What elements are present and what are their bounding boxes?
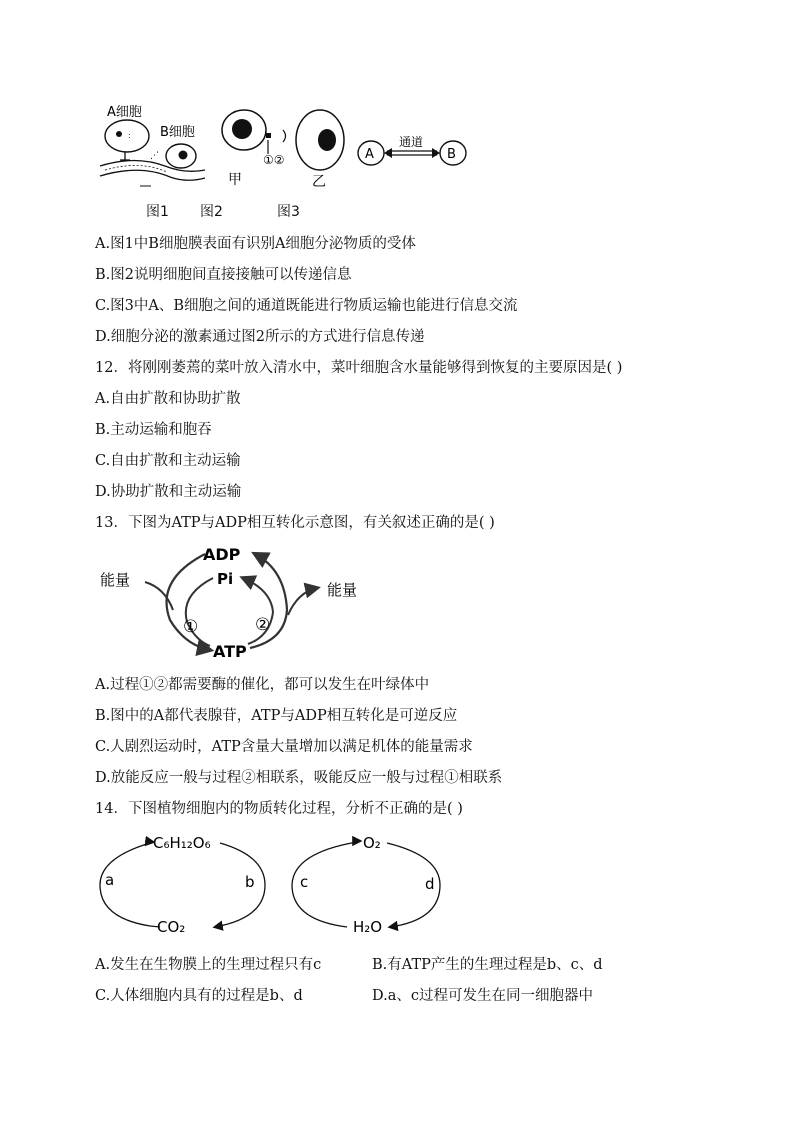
fig1-cell-b-label: B细胞 xyxy=(160,125,195,140)
q13-stem: 13．下图为ATP与ADP相互转化示意图，有关叙述正确的是( ) xyxy=(95,515,495,531)
fig3-a-label: A xyxy=(365,147,374,162)
adp-label: ADP xyxy=(203,545,241,564)
process-1-label: ① xyxy=(183,617,199,637)
co2-label: CO₂ xyxy=(157,918,186,936)
q14-stem: 14．下图植物细胞内的物质转化过程，分析不正确的是( ) xyxy=(95,801,463,817)
process-b-label: b xyxy=(245,873,255,891)
o2-label: O₂ xyxy=(363,834,381,852)
q13-option-a: A.过程①②都需要酶的催化，都可以发生在叶绿体中 xyxy=(95,677,430,693)
fig2-caption: 图2 xyxy=(200,204,223,220)
h2o-label: H₂O xyxy=(353,918,383,936)
q12-stem: 12．将刚刚萎蔫的菜叶放入清水中，菜叶细胞含水量能够得到恢复的主要原因是( ) xyxy=(95,360,623,376)
fig3-channel-label: 通道 xyxy=(399,135,424,149)
pi-label: Pi xyxy=(217,570,234,588)
glucose-label: C₆H₁₂O₆ xyxy=(153,834,211,852)
fig3-b-label: B xyxy=(447,147,456,162)
q14-option-b: B.有ATP产生的生理过程是b、c、d xyxy=(372,957,603,973)
energy-right-label: 能量 xyxy=(327,581,358,599)
fig2-right-label: 乙 xyxy=(312,174,326,190)
fig1-caption: 图1 xyxy=(146,204,169,220)
svg-text:⋰: ⋰ xyxy=(150,151,159,161)
q11-option-c: C.图3中A、B细胞之间的通道既能进行物质运输也能进行信息交流 xyxy=(95,298,518,314)
q13-option-d: D.放能反应一般与过程②相联系，吸能反应一般与过程①相联系 xyxy=(95,770,503,786)
fig3-diagram xyxy=(358,135,466,165)
q13-option-b: B.图中的A都代表腺苷，ATP与ADP相互转化是可逆反应 xyxy=(95,708,458,724)
fig1-cell-a-label: A细胞 xyxy=(107,105,142,120)
material-conversion-diagram xyxy=(95,828,455,943)
fig1-diagram xyxy=(100,105,205,186)
process-a-label: a xyxy=(105,871,115,889)
q12-option-a: A.自由扩散和协助扩散 xyxy=(95,391,241,407)
q12-option-b: B.主动运输和胞吞 xyxy=(95,422,212,438)
q11-option-d: D.细胞分泌的激素通过图2所示的方式进行信息传递 xyxy=(95,329,425,345)
process-2-label: ② xyxy=(255,615,271,635)
q11-option-b: B.图2说明细胞间直接接触可以传递信息 xyxy=(95,267,352,283)
q12-option-c: C.自由扩散和主动运输 xyxy=(95,453,241,469)
q14-option-c: C.人体细胞内具有的过程是b、d xyxy=(95,988,303,1004)
svg-text::: : xyxy=(128,131,131,140)
process-d-label: d xyxy=(425,875,435,893)
atp-adp-diagram xyxy=(95,540,385,665)
energy-left-label: 能量 xyxy=(100,571,131,589)
q14-option-d: D.a、c过程可发生在同一细胞器中 xyxy=(372,988,593,1004)
q11-figure xyxy=(95,100,475,195)
process-c-label: c xyxy=(300,873,309,891)
atp-label: ATP xyxy=(213,642,247,661)
fig3-caption: 图3 xyxy=(277,204,300,220)
q14-option-a: A.发生在生物膜上的生理过程只有c xyxy=(95,957,322,973)
fig2-marks: ①② xyxy=(263,153,285,167)
q11-option-a: A.图1中B细胞膜表面有识别A细胞分泌物质的受体 xyxy=(95,236,416,252)
fig2-diagram xyxy=(222,110,344,190)
q12-option-d: D.协助扩散和主动运输 xyxy=(95,484,242,500)
fig2-left-label: 甲 xyxy=(228,172,242,188)
q13-option-c: C.人剧烈运动时，ATP含量大量增加以满足机体的能量需求 xyxy=(95,739,473,755)
